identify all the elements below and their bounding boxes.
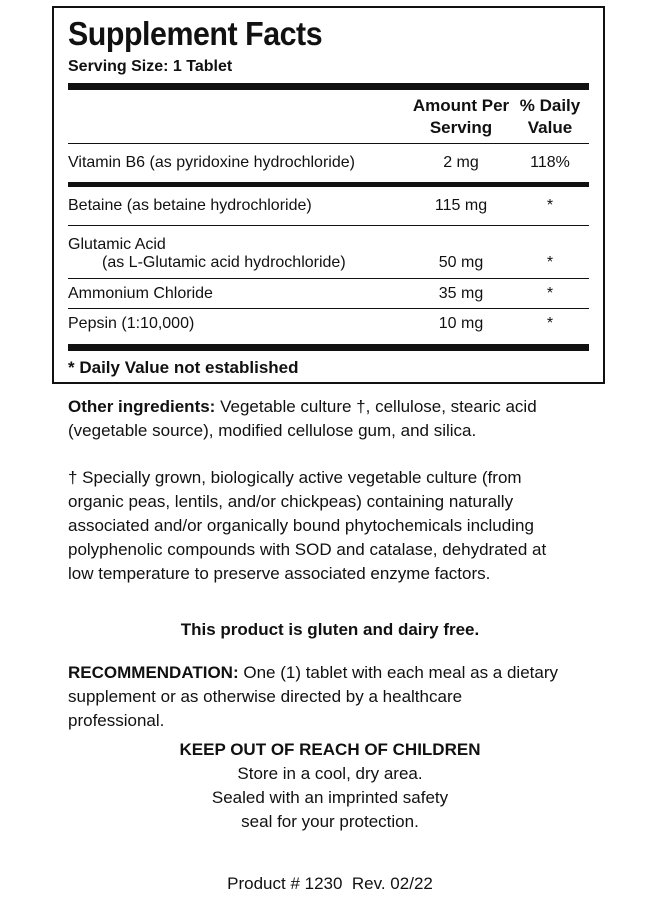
nutrient-row-ammonium-chloride: Ammonium Chloride 35 mg * bbox=[68, 284, 554, 302]
daily-value-header: % Daily Value bbox=[519, 95, 581, 137]
recommendation: RECOMMENDATION: One (1) tablet with each meal as a dietary supplement or as otherwise directed by a healthcare professional. bbox=[68, 663, 559, 730]
column-header-row bbox=[68, 90, 589, 143]
warnings: KEEP OUT OF REACH OF CHILDREN Store in a cool, dry area. Sealed with an imprinted safety seal for your protection. bbox=[40, 738, 620, 834]
dagger-note: † Specially grown, biologically active vegetable culture (from organic peas, lentils, and/or chickpeas) containing naturally associated and/or organically bound phytochemicals including polyphenolic compounds with SOD and catalase, dehydrated at low temperature to preserve associated enzyme factors. bbox=[68, 468, 547, 583]
thick-divider bbox=[68, 83, 589, 90]
nutrient-row-glutamic-acid: Glutamic Acid (as L-Glutamic acid hydrochloride) 50 mg * bbox=[68, 236, 554, 271]
thick-divider bbox=[68, 344, 589, 351]
recommendation-label: RECOMMENDATION: bbox=[68, 663, 239, 682]
keep-out-warning: KEEP OUT OF REACH OF CHILDREN bbox=[179, 740, 481, 759]
product-number: Product # 1230 Rev. 02/22 bbox=[227, 874, 433, 893]
panel-title: Supplement Facts bbox=[68, 15, 323, 52]
nutrient-row-vitamin-b6: Vitamin B6 (as pyridoxine hydrochloride) 2 mg 118% bbox=[68, 154, 570, 171]
other-ingredients-label: Other ingredients: bbox=[68, 397, 216, 416]
other-ingredients: Other ingredients: Vegetable culture †, cellulose, stearic acid (vegetable source), modified cellulose gum, and silica. bbox=[68, 397, 537, 440]
gluten-dairy-free-statement: This product is gluten and dairy free. bbox=[180, 620, 480, 639]
serving-size: Serving Size: 1 Tablet bbox=[68, 58, 233, 75]
daily-value-footnote: * Daily Value not established bbox=[68, 358, 299, 377]
nutrient-row-pepsin: Pepsin (1:10,000) 10 mg * bbox=[68, 314, 554, 332]
nutrient-row-betaine: Betaine (as betaine hydrochloride) 115 mg * bbox=[68, 197, 554, 214]
amount-header: Amount Per Serving bbox=[412, 95, 510, 137]
supplement-facts-panel bbox=[52, 6, 605, 384]
